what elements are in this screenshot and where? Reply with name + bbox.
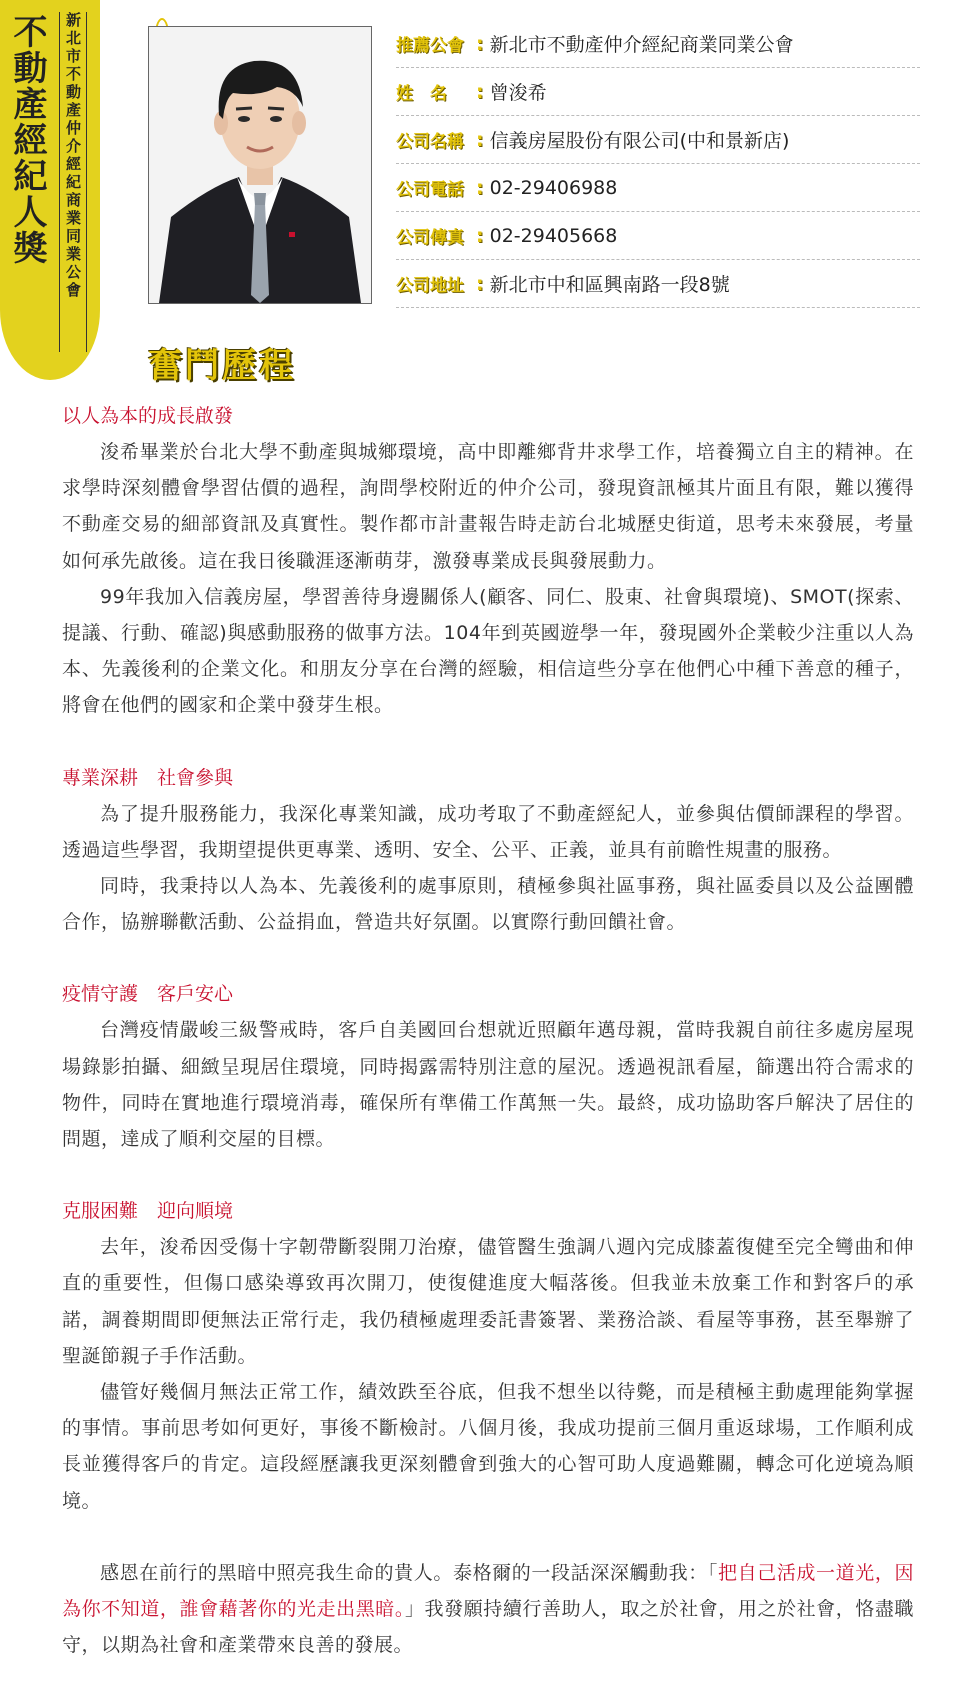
journey-title: 奮鬥歷程	[148, 346, 296, 386]
info-label: 公司名稱	[396, 132, 464, 152]
section-paragraph: 台灣疫情嚴峻三級警戒時，客戶自美國回台想就近照顧年邁母親，當時我親自前往多處房屋現場錄影拍攝、細緻呈現居住環境，同時揭露需特別注意的屋況。透過視訊看屋，篩選出符合需求的物件，同時在實地進行環境消毒，確保所有準備工作萬無一失。最終，成功協助客戶解決了居住的問題，達成了順利交屋的目標。	[62, 1019, 914, 1151]
section-heading: 以人為本的成長啟發	[62, 405, 234, 427]
info-row-address	[396, 260, 920, 308]
section-heading: 疫情守護 客戶安心	[62, 983, 234, 1006]
spacer	[62, 1519, 914, 1555]
banner-divider	[86, 12, 87, 352]
closing-paragraph	[62, 1555, 914, 1664]
info-colon: :	[476, 32, 484, 55]
info-label: 公司電話	[396, 180, 464, 200]
info-value: 新北市中和區興南路一段8號	[489, 274, 730, 296]
spacer	[62, 724, 914, 760]
profile-photo	[148, 26, 372, 304]
info-row-name	[396, 68, 920, 116]
award-title: 不動產經紀人獎	[7, 14, 47, 266]
spacer	[62, 1157, 914, 1193]
info-colon: :	[476, 224, 484, 247]
info-row-association	[396, 20, 920, 68]
spacer	[62, 940, 914, 976]
portrait-illustration	[149, 27, 371, 303]
closing-quote: 把自己活成一道光，因為你不知道，誰會藉著你的光走出黑暗。	[62, 1561, 914, 1621]
info-label: 公司地址	[396, 276, 464, 296]
info-colon: :	[476, 80, 484, 103]
award-organizer: 新北市不動產仲介經紀商業同業公會	[64, 12, 82, 300]
section-paragraph: 去年，浚希因受傷十字韌帶斷裂開刀治療，儘管醫生強調八週內完成膝蓋復健至完全彎曲和伸直的重要性，但傷口感染導致再次開刀，使復健進度大幅落後。但我並未放棄工作和對客戶的承諾，調養期間即便無法正常行走，我仍積極處理委託書簽署、業務洽談、看屋等事務，甚至舉辦了聖誕節親子手作活動。	[62, 1236, 914, 1367]
info-value: 02-29406988	[489, 176, 618, 199]
award-banner	[0, 0, 100, 380]
section-paragraph: 浚希畢業於台北大學不動產與城鄉環境，高中即離鄉背井求學工作，培養獨立自主的精神。在求學時深刻體會學習估價的過程，詢問學校附近的仲介公司，發現資訊極其片面且有限，難以獲得不動產交易的細部資訊及真實性。製作都市計畫報告時走訪台北城歷史街道，思考未來發展，考量如何承先啟後。這在我日後職涯逐漸萌芽，激發專業成長與發展動力。	[62, 441, 914, 572]
info-row-company	[396, 116, 920, 164]
info-label: 公司傳真	[396, 228, 464, 248]
info-colon: :	[476, 128, 484, 151]
info-value: 曾浚希	[489, 82, 547, 104]
section-paragraph: 同時，我秉持以人為本、先義後利的處事原則，積極參與社區事務，與社區委員以及公益團體合作，協辦聯歡活動、公益捐血，營造共好氛圍。以實際行動回饋社會。	[62, 875, 914, 934]
section-heading: 克服困難 迎向順境	[62, 1200, 234, 1223]
info-label: 推薦公會	[396, 36, 464, 56]
info-colon: :	[476, 176, 484, 199]
info-colon: :	[476, 272, 484, 295]
journey-content	[62, 398, 914, 1663]
section-heading: 專業深耕 社會參與	[62, 766, 234, 789]
info-value: 新北市不動產仲介經紀商業同業公會	[489, 34, 794, 56]
info-value: 02-29405668	[489, 224, 618, 247]
section-paragraph: 儘管好幾個月無法正常工作，績效跌至谷底，但我不想坐以待斃，而是積極主動處理能夠掌握的事情。事前思考如何更好，事後不斷檢討。八個月後，我成功提前三個月重返球場，工作順利成長並獲得客戶的肯定。這段經歷讓我更深刻體會到強大的心智可助人度過難關，轉念可化逆境為順境。	[62, 1381, 914, 1512]
info-row-phone	[396, 164, 920, 212]
section-paragraph: 為了提升服務能力，我深化專業知識，成功考取了不動產經紀人，並參與估價師課程的學習。透過這些學習，我期望提供更專業、透明、安全、公平、正義，並具有前瞻性規畫的服務。	[62, 802, 914, 861]
banner-divider	[59, 12, 60, 352]
section-paragraph: 99年我加入信義房屋，學習善待身邊關係人(顧客、同仁、股東、社會與環境)、SMOT(探索、提議、行動、確認)與感動服務的做事方法。104年到英國遊學一年，發現國外企業較少注重以人為本、先義後利的企業文化。和朋友分享在台灣的經驗，相信這些分享在他們心中種下善意的種子，將會在他們的國家和企業中發芽生根。	[62, 585, 914, 717]
info-row-fax	[396, 212, 920, 260]
info-value: 信義房屋股份有限公司(中和景新店)	[489, 130, 790, 152]
info-label: 姓 名	[396, 84, 447, 104]
closing-text: 感恩在前行的黑暗中照亮我生命的貴人。泰格爾的一段話深深觸動我：「	[100, 1561, 718, 1584]
closing-text: 」我發願持續行善助人，取之於社會，用之於社會，恪盡職守，以期為社會和產業帶來良善的發展。	[62, 1598, 914, 1657]
profile-info	[396, 20, 920, 308]
